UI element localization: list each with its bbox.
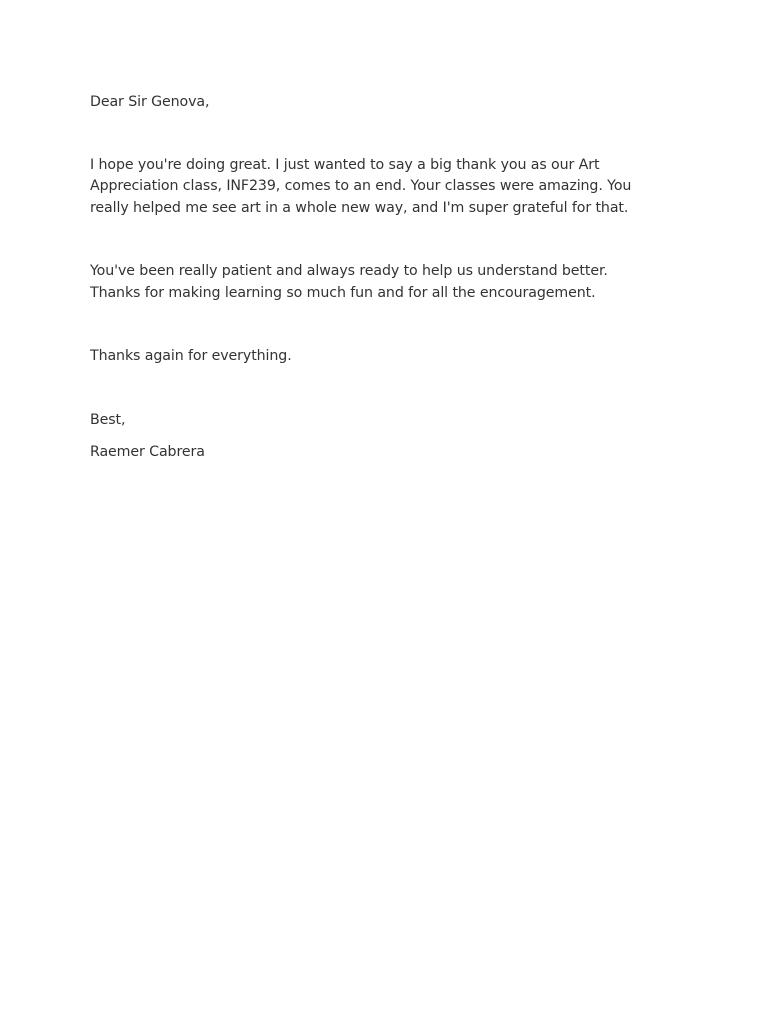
letter-greeting: Dear Sir Genova,	[90, 94, 210, 110]
letter-paragraph-1	[90, 155, 690, 220]
paragraph-line: Thanks again for everything.	[90, 348, 292, 364]
paragraph-line: Appreciation class, INF239, comes to an end. Your classes were amazing. You	[90, 178, 632, 194]
letter-closing: Best,	[90, 411, 126, 428]
letter-paragraph-3	[90, 346, 690, 368]
letter-signature: Raemer Cabrera	[90, 444, 205, 460]
paragraph-line: really helped me see art in a whole new way, and I'm super grateful for that.	[90, 199, 629, 216]
letter-paragraph-2	[90, 261, 690, 304]
paragraph-line: I hope you're doing great. I just wanted to say a big thank you as our Art	[90, 156, 600, 173]
letter-body	[90, 92, 690, 464]
paragraph-line: You've been really patient and always ready to help us understand better.	[90, 263, 608, 279]
paragraph-line: Thanks for making learning so much fun and for all the encouragement.	[90, 284, 596, 301]
